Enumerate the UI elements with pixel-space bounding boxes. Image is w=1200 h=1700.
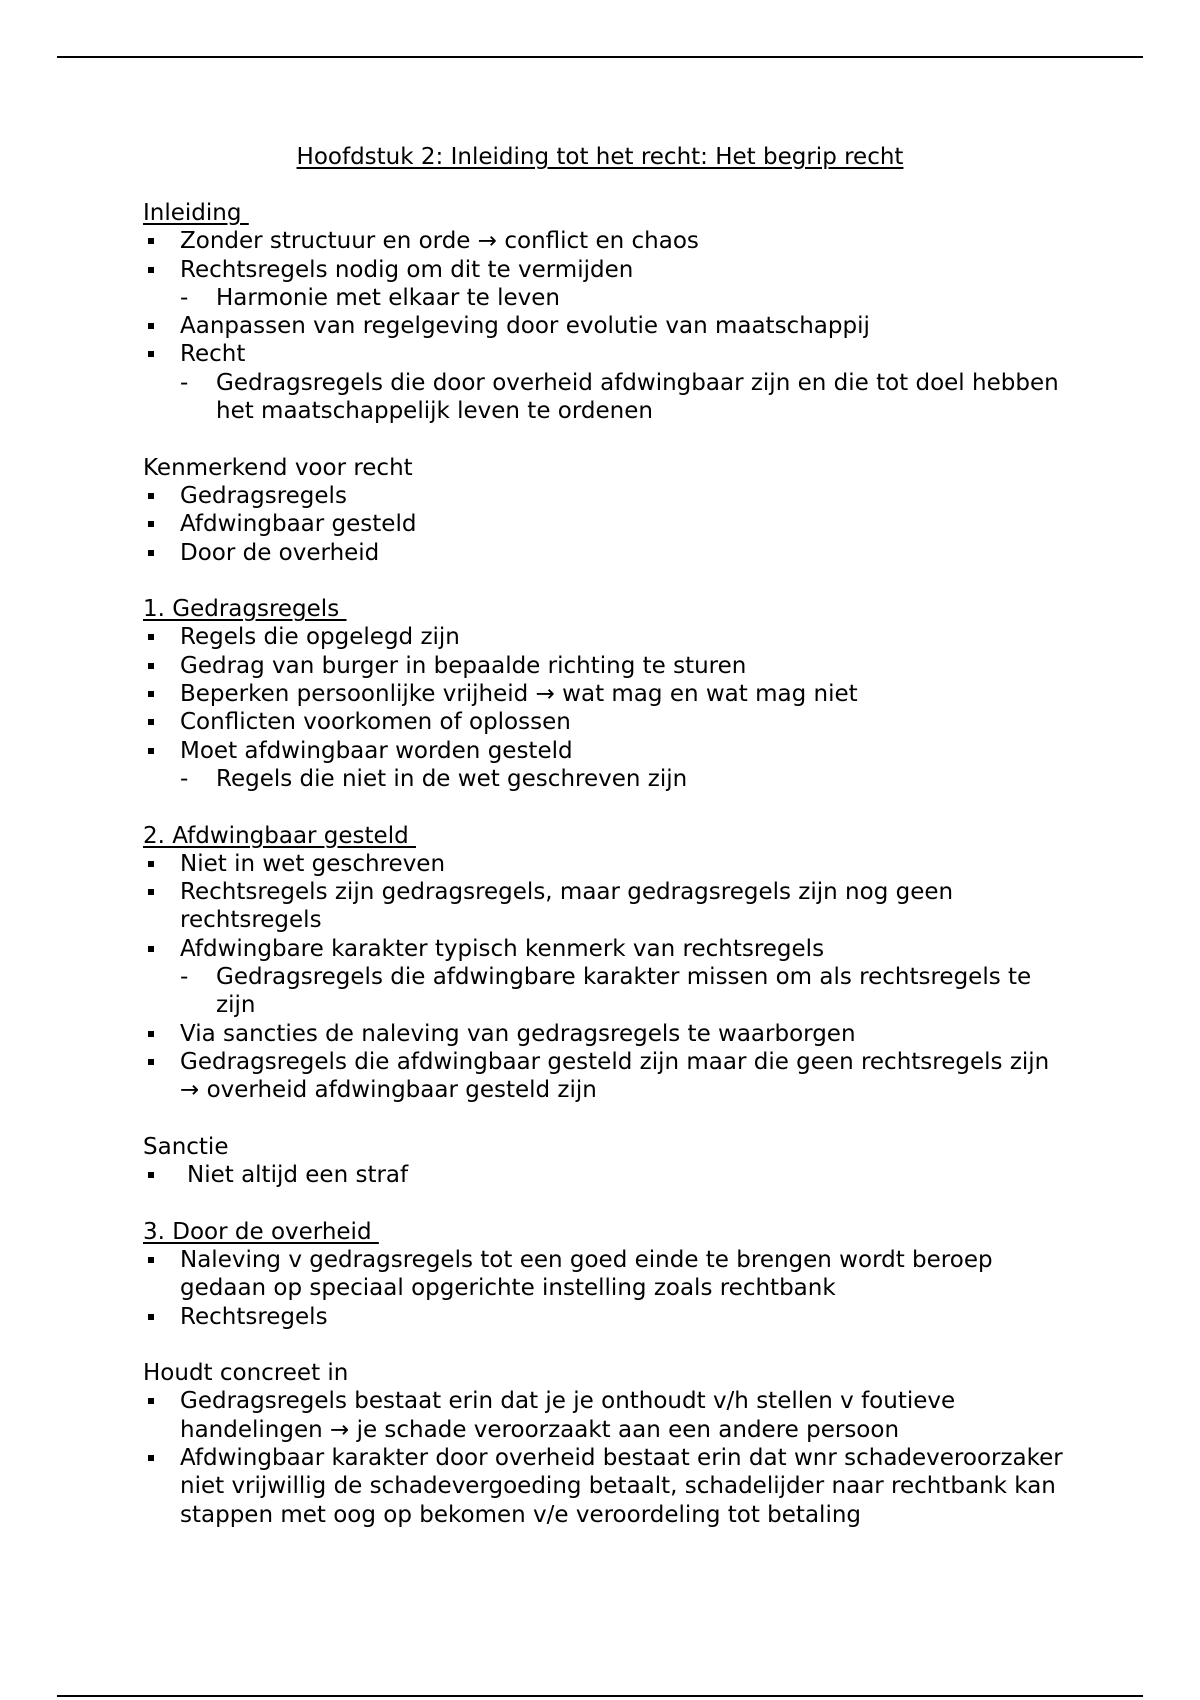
section-kenmerkend — [143, 454, 1063, 567]
list-item: Niet in wet geschreven — [143, 850, 1063, 878]
section-heading: 2. Afdwingbaar gesteld — [143, 822, 417, 849]
bullet-list — [143, 623, 1063, 793]
list-item: Door de overheid — [143, 539, 1063, 567]
list-item: Moet afdwingbaar worden gesteld - Regels die niet in de wet geschreven zijn — [143, 737, 1063, 794]
list-item: Rechtsregels zijn gedragsregels, maar gedragsregels zijn nog geen rechtsregels — [143, 878, 1063, 935]
list-item: Afdwingbare karakter typisch kenmerk van rechtsregels - Gedragsregels die afdwingbare karakter missen om als rechtsregels te zijn — [143, 935, 1063, 1020]
bullet-list — [143, 850, 1063, 1105]
bottom-rule — [57, 1695, 1143, 1697]
list-item: Niet altijd een straf — [143, 1161, 1063, 1189]
list-item: Naleving v gedragsregels tot een goed einde te brengen wordt beroep gedaan op speciaal opgerichte instelling zoals rechtbank — [143, 1246, 1063, 1303]
bullet-list — [143, 482, 1063, 567]
list-item: Rechtsregels — [143, 1303, 1063, 1331]
sub-list — [180, 284, 1063, 312]
list-item: Gedragsregels bestaat erin dat je je onthoudt v/h stellen v foutieve handelingen → je schade veroorzaakt aan een andere persoon — [143, 1387, 1063, 1444]
section-overheid — [143, 1218, 1063, 1331]
bullet-list — [143, 227, 1063, 425]
section-houdt-concreet-in — [143, 1359, 1063, 1529]
page-title: Hoofdstuk 2: Inleiding tot het recht: Het begrip recht — [296, 144, 904, 170]
section-heading: 3. Door de overheid — [143, 1218, 379, 1245]
section-heading: Sanctie — [143, 1133, 229, 1160]
list-item: Afdwingbaar karakter door overheid bestaat erin dat wnr schadeveroorzaker niet vrijwillig de schadevergoeding betaalt, schadelijder naar rechtbank kan stappen met oog op bekomen v/e veroordeling tot betaling — [143, 1444, 1063, 1529]
sub-list — [180, 369, 1063, 426]
section-heading: Kenmerkend voor recht — [143, 454, 413, 481]
list-item: Beperken persoonlijke vrijheid → wat mag en wat mag niet — [143, 680, 1063, 708]
list-item: Regels die opgelegd zijn — [143, 623, 1063, 651]
section-heading: 1. Gedragsregels — [143, 596, 347, 623]
section-heading: Houdt concreet in — [143, 1360, 349, 1387]
top-rule — [57, 56, 1143, 58]
list-item: Gedrag van burger in bepaalde richting te sturen — [143, 652, 1063, 680]
section-inleiding — [143, 199, 1063, 425]
section-heading: Inleiding — [143, 200, 249, 226]
section-sanctie — [143, 1133, 1063, 1190]
sub-list-item: - Regels die niet in de wet geschreven zijn — [180, 765, 1063, 793]
list-item: Recht - Gedragsregels die door overheid afdwingbaar zijn en die tot doel hebben het maatschappelijk leven te ordenen — [143, 340, 1063, 425]
list-item: Aanpassen van regelgeving door evolutie van maatschappij — [143, 312, 1063, 340]
list-item: Zonder structuur en orde → conflict en chaos — [143, 227, 1063, 255]
sub-list-item: - Harmonie met elkaar te leven — [180, 284, 1063, 312]
list-item: Rechtsregels nodig om dit te vermijden - Harmonie met elkaar te leven — [143, 256, 1063, 313]
section-afdwingbaar — [143, 822, 1063, 1105]
sub-list-item: - Gedragsregels die afdwingbare karakter missen om als rechtsregels te zijn — [180, 963, 1063, 1020]
list-item: Via sancties de naleving van gedragsregels te waarborgen — [143, 1020, 1063, 1048]
list-item: Afdwingbaar gesteld — [143, 510, 1063, 538]
list-item: Gedragsregels die afdwingbaar gesteld zijn maar die geen rechtsregels zijn → overheid afdwingbaar gesteld zijn — [143, 1048, 1063, 1105]
list-item: Gedragsregels — [143, 482, 1063, 510]
sub-list — [180, 963, 1063, 1020]
bullet-list — [143, 1246, 1063, 1331]
sub-list-item: - Gedragsregels die door overheid afdwingbaar zijn en die tot doel hebben het maatschappelijk leven te ordenen — [180, 369, 1063, 426]
bullet-list — [143, 1387, 1063, 1528]
sub-list — [180, 765, 1063, 793]
list-item: Conflicten voorkomen of oplossen — [143, 708, 1063, 736]
section-gedragsregels — [143, 595, 1063, 793]
document-body — [143, 199, 1063, 1529]
bullet-list — [143, 1161, 1063, 1189]
